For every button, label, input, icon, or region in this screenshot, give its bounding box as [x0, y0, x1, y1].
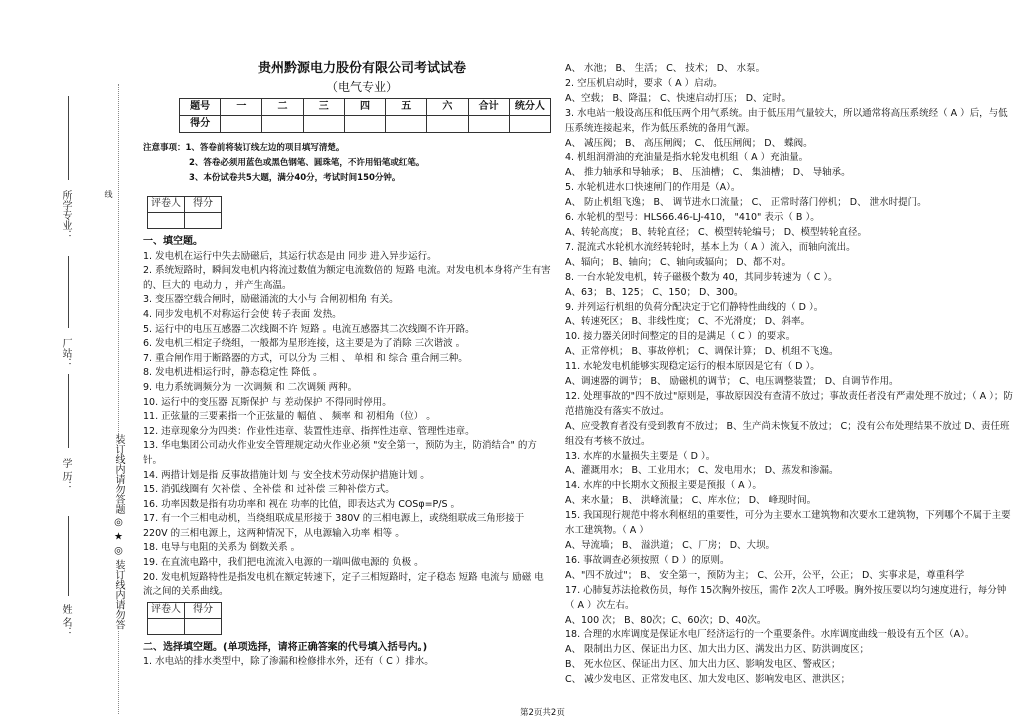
notice-block: [143, 141, 551, 186]
notice-line: 注意事项：1、答卷前将装订线左边的项目填写清楚。: [143, 143, 345, 153]
score-cell: 题号: [180, 99, 221, 116]
exam-subtitle: （电气专业）: [325, 80, 398, 94]
question: 7. 重合闸作用于断路器的方式，可以分为 三相 、 单相 和 综合 重合闸三种。: [143, 352, 468, 364]
score-cell: 二: [262, 99, 303, 116]
question: 5. 运行中的电压互感器二次线圈不许 短路 。电流互感器其二次线圈不许开路。: [143, 323, 475, 335]
notice-line: 3、本份试卷共5大题，满分40分，考试时间150分钟。: [189, 173, 401, 183]
score-cell: 六: [427, 99, 468, 116]
page-number: 第2页共2页: [520, 708, 565, 718]
answer-options: B、 死水位区、保证出力区、加大出力区、影响发电区、警戒区；: [565, 659, 841, 671]
answer-options: A、导流墙； B、 溢洪道； C、厂房； D、大坝。: [565, 540, 776, 551]
question: 12. 处理事故的"四不放过"原则是，事故原因没有查清不放过；事故责任者没有严肃处理不放过；（ A ）；防范措施没有落实不放过。: [565, 390, 1013, 417]
score-input[interactable]: [427, 116, 468, 133]
answer-options: A、"四不放过"； B、 安全第一，预防为主； C、公开，公平，公正； D、实事求是，尊重科学: [565, 569, 965, 581]
score-row-label: 得分: [180, 116, 221, 133]
score-input[interactable]: [344, 116, 385, 133]
answer-options: A、 减压阀； B、 高压闸阀； C、 低压闸阀； D、 蝶阀。: [565, 137, 813, 149]
grade-input[interactable]: [185, 618, 222, 634]
grade-input[interactable]: [185, 213, 222, 229]
question: 16. 事故调查必须按照（ D ）的原则。: [565, 554, 730, 566]
answer-options: A、空载； B、降温； C、快速启动打压； D、定时。: [565, 92, 792, 104]
score-cell: 一: [221, 99, 262, 116]
question: 6. 发电机三相定子绕组，一般都为星形连接，这主要是为了消除 三次谐波 。: [143, 338, 466, 350]
question: 1. 水电站的排水类型中，除了渗漏和检修排水外，还有（ C ）排水。: [143, 656, 434, 668]
question: 11. 正弦量的三要素指一个正弦量的 幅值 、 频率 和 初相角（位） 。: [143, 411, 436, 423]
score-input[interactable]: [303, 116, 344, 133]
question: 8. 发电机进相运行时，静态稳定性 降低 。: [143, 367, 323, 379]
answer-options: A、正常停机； B、事故停机； C、调保计算； D、机组不飞逸。: [565, 346, 839, 358]
score-table: [179, 98, 551, 133]
major-blank[interactable]: [68, 96, 69, 180]
answer-options: A、应受教育者没有受到教育不放过； B、生产尚未恢复不放过； C；没有公布处理结果不放过 D、责任班组没有考核不放过。: [565, 420, 1010, 447]
name-blank[interactable]: [68, 516, 69, 596]
answer-options: A、 推力轴承和导轴承； B、 压油槽； C、 集油槽； D、 导轴承。: [565, 167, 851, 179]
plant-label: 厂站：: [60, 338, 71, 368]
question: 18. 电导与电阻的关系为 倒数关系 。: [143, 542, 301, 554]
name-label: 姓 名：: [60, 604, 71, 638]
question: 4. 同步发电机不对称运行会使 转子表面 发热。: [143, 308, 342, 320]
question: 17. 心肺复苏法抢救伤员，每作 15次胸外按压，需作 2次人工呼吸。胸外按压要以均匀速度进行，每分钟（ A ）次左右。: [565, 584, 1007, 611]
answer-options: A、 限制出力区、保证出力区、加大出力区、满发出力区、防洪调度区；: [565, 644, 870, 656]
question: 2. 系统短路时，瞬间发电机内将流过数值为额定电流数倍的 短路 电流。对发电机本身将产生有害的、巨大的 电动力 ，并产生高温。: [143, 265, 551, 291]
section1-questions: [143, 250, 551, 600]
reviewer-label: 评卷人: [148, 197, 185, 213]
question: 4. 机组润滑油的充油量是指水轮发电机组（ A ）充油量。: [565, 152, 809, 164]
question: 10. 运行中的变压器 瓦斯保护 与 差动保护 不得同时停用。: [143, 396, 392, 408]
seal-line-text: 装订线内请勿答题 ◎ ★ ◎ 装订线内请勿答: [113, 434, 124, 630]
exam-title: 贵州黔源电力股份有限公司考试试卷: [257, 61, 466, 76]
question: 14. 两措计划是指 反事故措施计划 与 安全技术劳动保护措施计划 。: [143, 469, 430, 481]
question: 2. 空压机启动时，要求（ A ）启动。: [565, 77, 723, 89]
answer-options: A、100 次； B、80次；C、60次；D、40次。: [565, 614, 767, 626]
answer-options: A、 防止机组飞逸； B、 调节进水口流量； C、 正常时落门停机； D、 泄水时提门。: [565, 197, 927, 209]
score-cell: 四: [344, 99, 385, 116]
question: 14. 水库的中长期水文预报主要是预报（ A ）。: [565, 480, 762, 492]
section1-title: 一、填空题。: [143, 236, 203, 247]
score-cell: 统分人: [509, 99, 550, 116]
score-input[interactable]: [221, 116, 262, 133]
answer-options: A、转轮高度； B、转轮直径； C、模型转轮编号； D、模型转轮直径。: [565, 226, 868, 238]
score-value-row: [180, 116, 551, 133]
reviewer-input[interactable]: [148, 618, 185, 634]
question: 16. 功率因数是指有功功率和 视在 功率的比值，即表达式为 COSφ=P/S 。: [143, 498, 461, 510]
question: 20. 发电机短路特性是指发电机在额定转速下，定子三相短路时，定子稳态 短路 电流与 励磁 电流之间的关系曲线。: [143, 571, 544, 598]
score-input[interactable]: [509, 116, 550, 133]
question: 5. 水轮机进水口快速闸门的作用是（A）。: [565, 182, 741, 194]
section2-title: 二、选择填空题。(单项选择，请将正确答案的代号填入括号内。): [143, 641, 428, 653]
reviewer-input[interactable]: [148, 213, 185, 229]
score-cell: 五: [386, 99, 427, 116]
answer-options: A、转速死区； B、非线性度； C、不光滑度； D、斜率。: [565, 316, 811, 328]
plant-blank[interactable]: [68, 256, 69, 328]
answer-options: A、灌溉用水； B、工业用水； C、发电用水； D、蒸发和渗漏。: [565, 465, 839, 477]
left-column: [143, 60, 551, 670]
question: 7. 混流式水轮机水流经转轮时，基本上为（ A ）流入，而轴向流出。: [565, 241, 856, 253]
question: 11. 水轮发电机能够实现稳定运行的根本原因是它有（ D ）。: [565, 361, 820, 373]
education-label: 学 历：: [60, 458, 71, 492]
question: 10. 接力器关闭时间整定的目的是满足（ C ）的要求。: [565, 331, 796, 343]
answer-options: A、 水池； B、 生活； C、 技术； D、 水泵。: [565, 63, 766, 74]
score-input[interactable]: [468, 116, 509, 133]
question: 13. 华电集团公司动火作业安全管理规定动火作业必须 "安全第一，预防为主，防消结合" 的方针。: [143, 440, 537, 466]
grader-table-1: [147, 196, 222, 229]
score-cell: 合计: [468, 99, 509, 116]
question: 9. 电力系统调频分为 一次调频 和 二次调频 两种。: [143, 381, 358, 393]
grader-table-2: [147, 602, 222, 635]
question: 6. 水轮机的型号：HLS66.46-LJ-410， "410" 表示（ B ）。: [565, 212, 820, 224]
question: 19. 在直流电路中，我们把电流流入电源的一端叫做电源的 负极 。: [143, 557, 424, 569]
notice-line: 2、答卷必须用蓝色或黑色钢笔、圆珠笔，不许用铅笔或红笔。: [189, 158, 425, 168]
answer-options: A、来水量； B、 洪峰流量； C、库水位； D、 峰现时间。: [565, 495, 817, 507]
answer-options: A、调速器的调节； B、 励磁机的调节； C、电压调整装置； D、自调节作用。: [565, 376, 899, 388]
score-input[interactable]: [262, 116, 303, 133]
answer-options: A、辐向； B、轴向； C、轴向或辐向； D、都不对。: [565, 256, 792, 268]
question: 12. 违章现象分为四类：作业性违章、装置性违章、指挥性违章、管理性违章。: [143, 425, 475, 437]
seal-mark: 线: [104, 190, 113, 198]
question: 18. 合理的水库调度是保证水电厂经济运行的一个重要条件。水库调度曲线一般设有五个区（A）。: [565, 629, 975, 641]
answer-options: C、 减少发电区、正常发电区、加大发电区、影响发电区、泄洪区；: [565, 674, 851, 686]
question: 3. 水电站一般设高压和低压两个用气系统。由于低压用气量较大，所以通常将高压系统经（ A ）后，与低压系统连接起来，作为低压系统的备用气源。: [565, 107, 1008, 134]
score-header-row: [180, 99, 551, 116]
question: 15. 消弧线圈有 欠补偿 、全补偿 和 过补偿 三种补偿方式。: [143, 484, 395, 496]
question: 8. 一台水轮发电机，转子磁极个数为 40，其同步转速为（ C ）。: [565, 271, 838, 283]
question: 3. 变压器空载合闸时，励磁涌流的大小与 合闸初相角 有关。: [143, 294, 399, 306]
major-label: 所学专业：: [60, 190, 71, 240]
question: 17. 有一个三相电动机，当绕组联成星形接于 380V 的三相电源上，或绕组联成三角形接于 220V 的三相电源上，这两种情况下，从电源输入功率 相等 。: [143, 513, 525, 539]
question: 1. 发电机在运行中失去励磁后，其运行状态是由 同步 进入异步运行。: [143, 250, 437, 262]
answer-options: A、63； B、125； C、150； D、300。: [565, 286, 744, 298]
question: 13. 水库的水量损失主要是（ D ）。: [565, 450, 716, 462]
question: 15. 我国现行规范中将水利枢纽的重要性，可分为主要水工建筑物和次要水工建筑物，下列哪个不属于主要水工建筑物。（ A ）: [565, 510, 1011, 537]
score-cell: 三: [303, 99, 344, 116]
question: 9. 并列运行机组的负荷分配决定于它们静特性曲线的（ D ）。: [565, 301, 824, 313]
score-input[interactable]: [386, 116, 427, 133]
score-label: 得分: [185, 602, 222, 618]
reviewer-label: 评卷人: [148, 602, 185, 618]
score-label: 得分: [185, 197, 222, 213]
education-blank[interactable]: [68, 374, 69, 448]
right-column: [565, 62, 1015, 688]
